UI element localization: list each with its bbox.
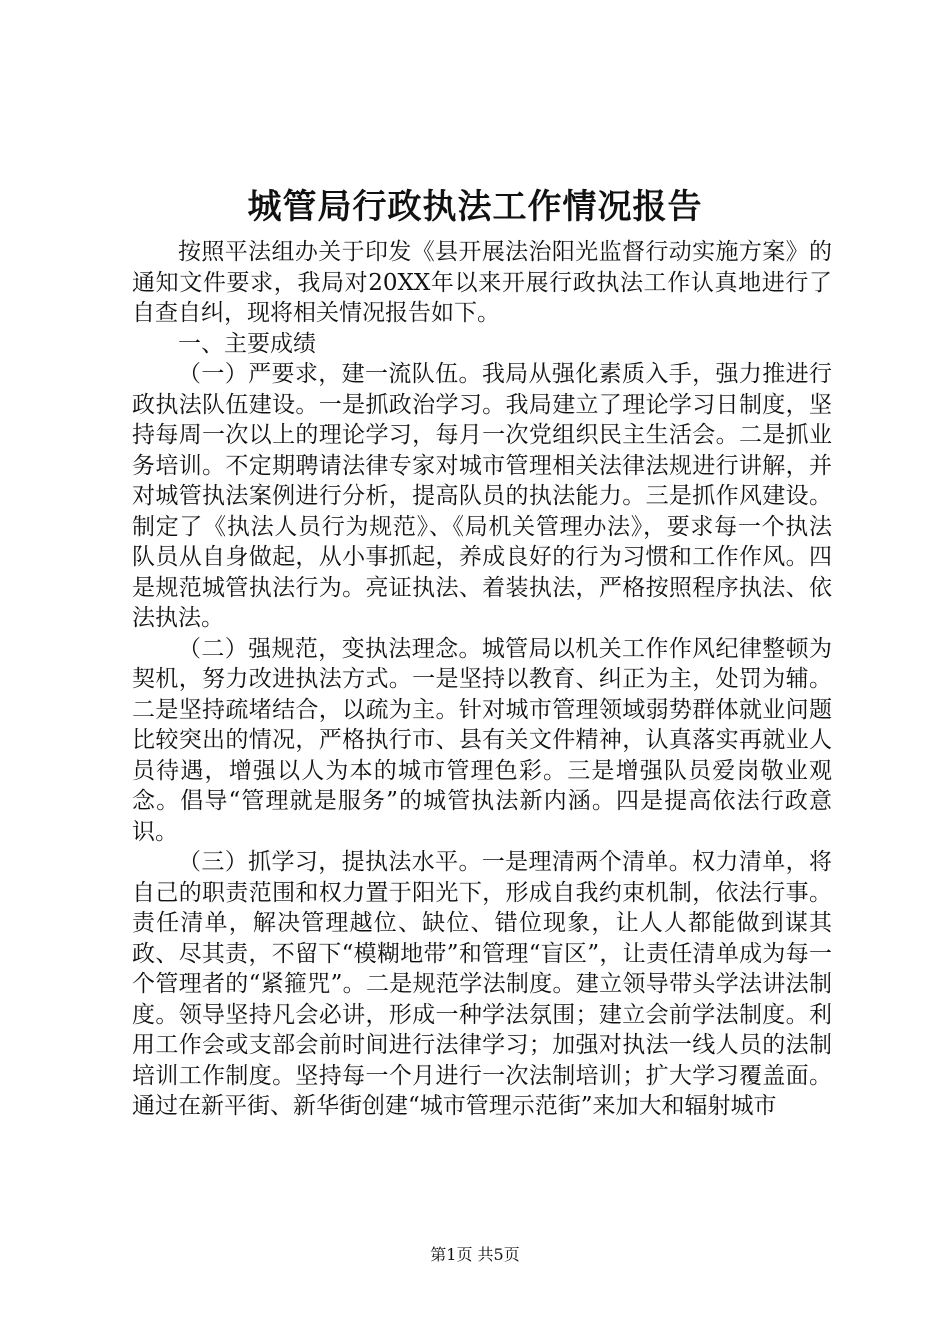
paragraph-enforcement-concept: （二）强规范，变执法理念。城管局以机关工作作风纪律整顿为契机，努力改进执法方式。一是坚持以教育、纠正为主，处罚为辅。二是坚持疏堵结合，以疏为主。针对城市管理领域弱势群体就业问题比较突出的情况，严格执行市、县有关文件精神，认真落实再就业人员待遇，增强以人为本的城市管理色彩。三是增强队员爱岗敬业观念。倡导“管理就是服务”的城管执法新内涵。四是提高依法行政意识。 — [132, 635, 832, 845]
page-footer: 第1页 共5页 — [430, 1245, 520, 1264]
paragraph-team-building: （一）严要求，建一流队伍。我局从强化素质入手，强力推进行政执法队伍建设。一是抓政治学习。我局建立了理论学习日制度，坚持每周一次以上的理论学习，每月一次党组织民主生活会。二是抓业务培训。不定期聘请法律专家对城市管理相关法律法规进行讲解，并对城管执法案例进行分析，提高队员的执法能力。三是抓作风建设。制定了《执法人员行为规范》、《局机关管理办法》，要求每一个执法队员从自身做起，从小事抓起，养成良好的行为习惯和工作作风。四是规范城管执法行为。亮证执法、着装执法，严格按照程序执法、依法执法。 — [132, 361, 832, 631]
intro-paragraph: 按照平法组办关于印发《县开展法治阳光监督行动实施方案》的通知文件要求，我局对20XX年以来开展行政执法工作认真地进行了自查自纠，现将相关情况报告如下。 — [132, 239, 832, 326]
section-heading-main-achievements: 一、主要成绩 — [178, 330, 316, 357]
document-body — [132, 237, 832, 1122]
paragraph-study-level: （三）抓学习，提执法水平。一是理清两个清单。权力清单，将自己的职责范围和权力置于阳光下，形成自我约束机制，依法行事。责任清单，解决管理越位、缺位、错位现象，让人人都能做到谋其政、尽其责，不留下“模糊地带”和管理“盲区”，让责任清单成为每一个管理者的“紧箍咒”。二是规范学法制度。建立领导带头学法讲法制度。领导坚持凡会必讲，形成一种学法氛围；建立会前学法制度。利用工作会或支部会前时间进行法律学习；加强对执法一线人员的法制培训工作制度。坚持每一个月进行一次法制培训；扩大学习覆盖面。通过在新平街、新华街创建“城市管理示范街”来加大和辐射城市 — [132, 849, 832, 1119]
document-title: 城管局行政执法工作情况报告 — [247, 187, 703, 227]
